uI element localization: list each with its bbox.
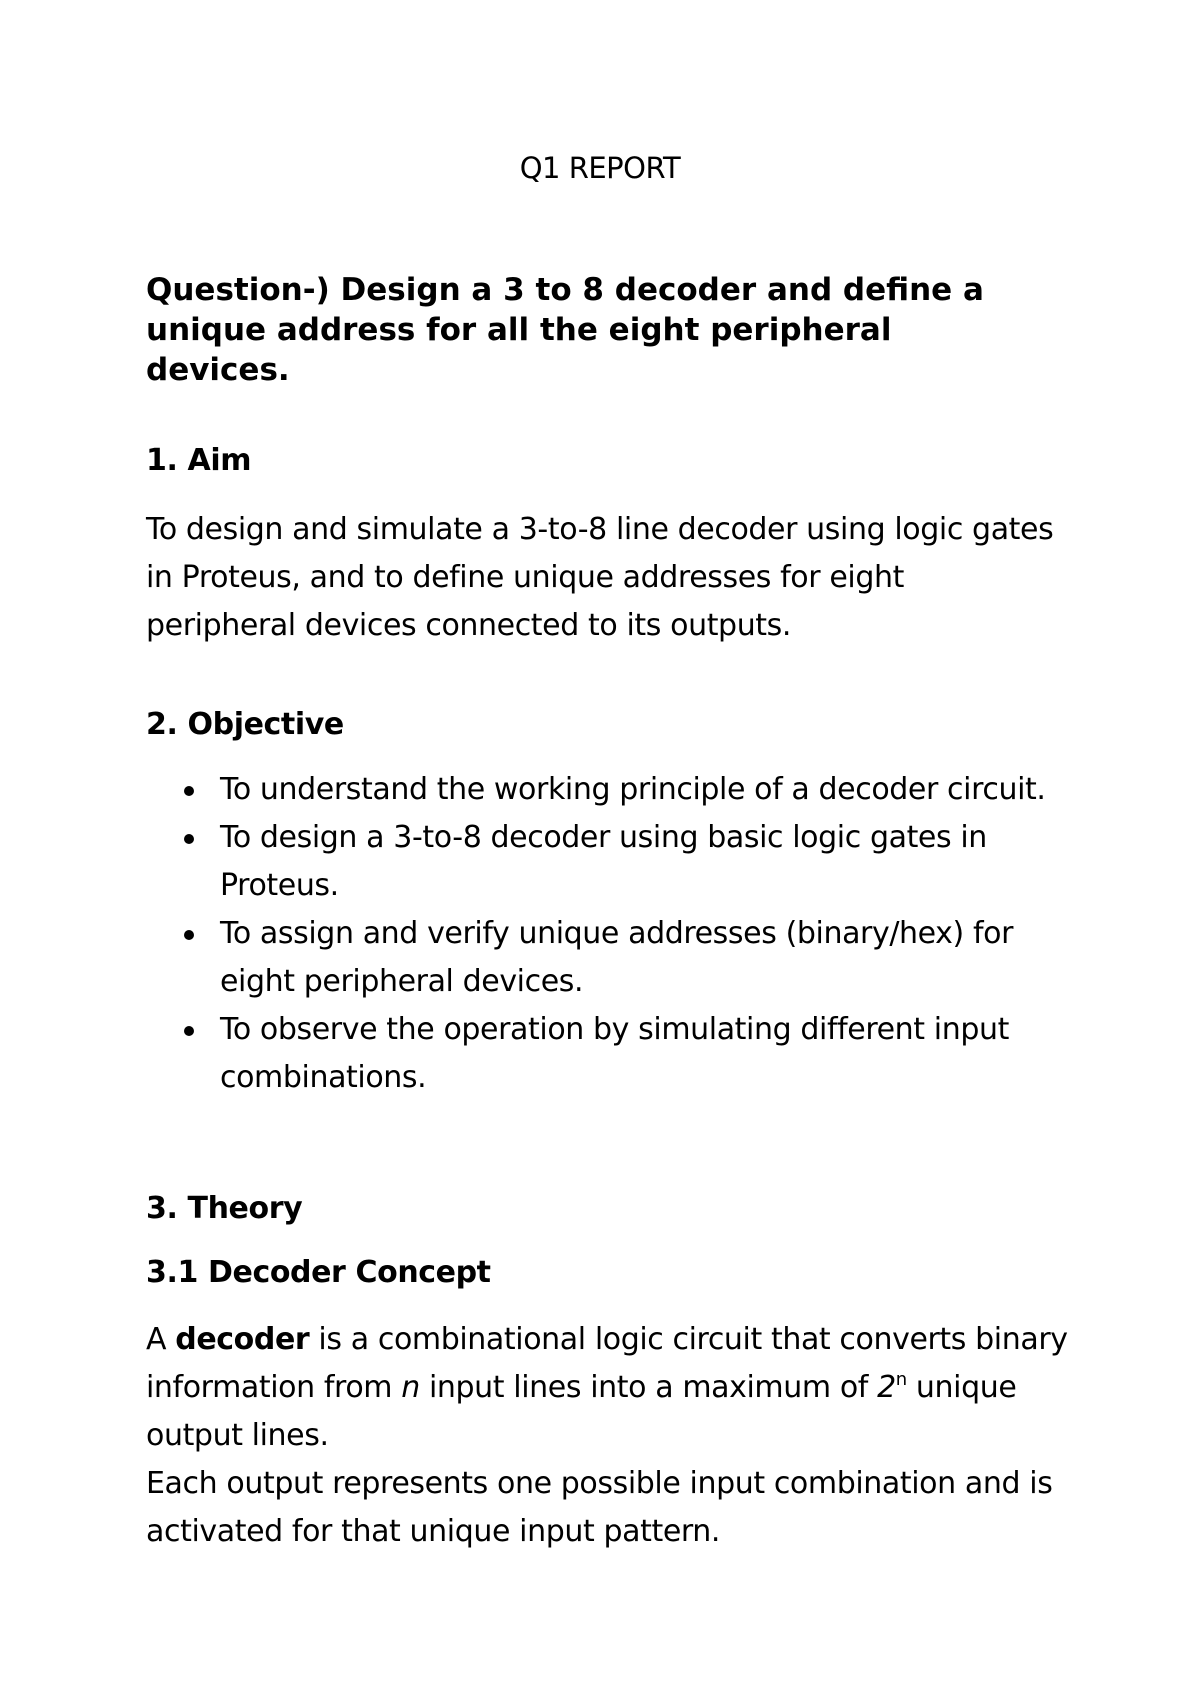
list-item-text: eight peripheral devices. bbox=[220, 964, 584, 999]
term-decoder: decoder bbox=[175, 1322, 310, 1357]
decoder-line bbox=[146, 1316, 1086, 1364]
aim-paragraph bbox=[146, 506, 1086, 650]
bullet-icon bbox=[184, 1026, 194, 1036]
question-line: Question-) Design a 3 to 8 decoder and define a bbox=[146, 272, 984, 308]
text-run: is a combinational logic circuit that converts binary bbox=[309, 1322, 1068, 1357]
list-item bbox=[146, 766, 1086, 814]
aim-line: in Proteus, and to define unique addresses for eight bbox=[146, 560, 904, 595]
text-run: input lines into a maximum of bbox=[419, 1370, 878, 1405]
aim-line: peripheral devices connected to its outputs. bbox=[146, 608, 792, 643]
question-line: devices. bbox=[146, 352, 290, 388]
decoder-line: output lines. bbox=[146, 1418, 329, 1453]
power-base: 2 bbox=[877, 1370, 896, 1405]
list-item-text: To design a 3-to-8 decoder using basic logic gates in bbox=[220, 820, 987, 855]
objective-heading: 2. Objective bbox=[146, 707, 344, 742]
decoder-line: activated for that unique input pattern. bbox=[146, 1514, 721, 1549]
decoder-paragraph bbox=[146, 1316, 1086, 1556]
question-text bbox=[146, 270, 1066, 390]
list-item-text: To assign and verify unique addresses (binary/hex) for bbox=[220, 916, 1014, 951]
text-run: A bbox=[146, 1322, 176, 1357]
objective-list bbox=[146, 766, 1086, 1102]
bullet-icon bbox=[184, 834, 194, 844]
aim-line: To design and simulate a 3-to-8 line decoder using logic gates bbox=[146, 512, 1054, 547]
theory-heading: 3. Theory bbox=[146, 1191, 303, 1226]
aim-heading: 1. Aim bbox=[146, 443, 252, 478]
question-line: unique address for all the eight peripheral bbox=[146, 312, 892, 348]
decoder-concept-subheading: 3.1 Decoder Concept bbox=[146, 1255, 491, 1290]
list-item-text: combinations. bbox=[220, 1060, 427, 1095]
bullet-icon bbox=[184, 786, 194, 796]
report-title: Q1 REPORT bbox=[519, 151, 681, 185]
decoder-line bbox=[146, 1364, 1086, 1412]
list-item-text: Proteus. bbox=[220, 868, 339, 903]
bullet-icon bbox=[184, 930, 194, 940]
list-item-text: To observe the operation by simulating different input bbox=[220, 1012, 1009, 1047]
text-run: information from bbox=[146, 1370, 402, 1405]
list-item bbox=[146, 910, 1086, 1006]
decoder-line: Each output represents one possible input combination and is bbox=[146, 1466, 1053, 1501]
list-item bbox=[146, 1006, 1086, 1102]
list-item bbox=[146, 814, 1086, 910]
list-item-text: To understand the working principle of a decoder circuit. bbox=[220, 772, 1046, 807]
text-run: unique bbox=[906, 1370, 1017, 1405]
variable-n: n bbox=[401, 1370, 420, 1405]
power-exponent: n bbox=[895, 1369, 907, 1390]
